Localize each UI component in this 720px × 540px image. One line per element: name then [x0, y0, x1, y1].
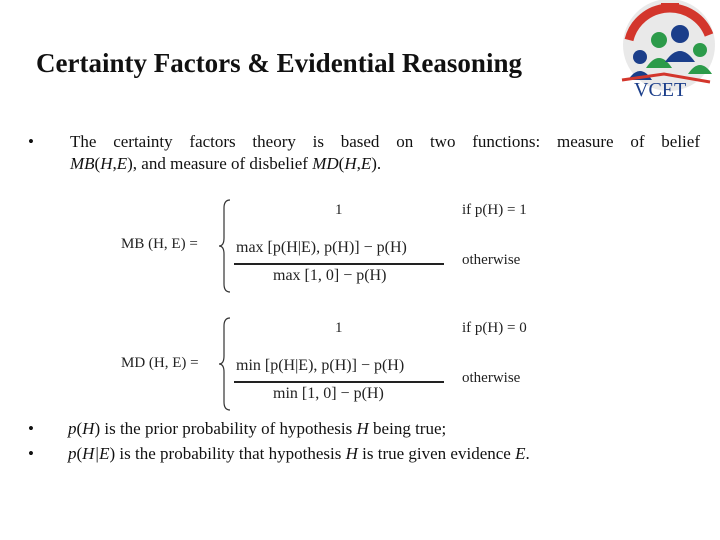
- mb-brace-icon: [218, 198, 232, 294]
- mb-case1-condition: if p(H) = 1: [462, 202, 527, 218]
- bullet-text: p(H) is the prior probability of hypothesis H being true;: [68, 419, 447, 438]
- svg-text:VCET: VCET: [634, 79, 687, 100]
- mb-numerator: max [p(H|E), p(H)] − p(H): [236, 239, 407, 256]
- bullet-text: The certainty factors theory is based on two functions: measure of belief: [70, 132, 700, 151]
- md-case1-condition: if p(H) = 0: [462, 320, 527, 336]
- md-fraction-line: [234, 381, 444, 383]
- vcet-logo-icon: [614, 0, 720, 100]
- bullet-dot: •: [28, 419, 34, 438]
- mb-lhs: MB (H, E) =: [121, 236, 198, 252]
- md-lhs: MD (H, E) =: [121, 355, 199, 371]
- md-denominator: min [1, 0] − p(H): [273, 385, 384, 402]
- bullet-belief-functions-line2: MB(H,E), and measure of disbelief MD(H,E).: [70, 154, 382, 173]
- vcet-logo: [614, 0, 720, 100]
- md-brace-icon: [218, 316, 232, 412]
- md-case2-condition: otherwise: [462, 370, 521, 386]
- slide-title: Certainty Factors & Evidential Reasoning: [36, 48, 522, 78]
- bullet-dot: •: [28, 444, 34, 463]
- mb-case2-condition: otherwise: [462, 252, 521, 268]
- md-case1-value: 1: [335, 320, 343, 336]
- mb-case1-value: 1: [335, 202, 343, 218]
- md-numerator: min [p(H|E), p(H)] − p(H): [236, 357, 405, 374]
- bullet-dot: •: [28, 132, 34, 151]
- mb-fraction-line: [234, 263, 444, 265]
- bullet-text: p(H|E) is the probability that hypothesis H is true given evidence E.: [68, 444, 530, 463]
- mb-denominator: max [1, 0] − p(H): [273, 267, 387, 284]
